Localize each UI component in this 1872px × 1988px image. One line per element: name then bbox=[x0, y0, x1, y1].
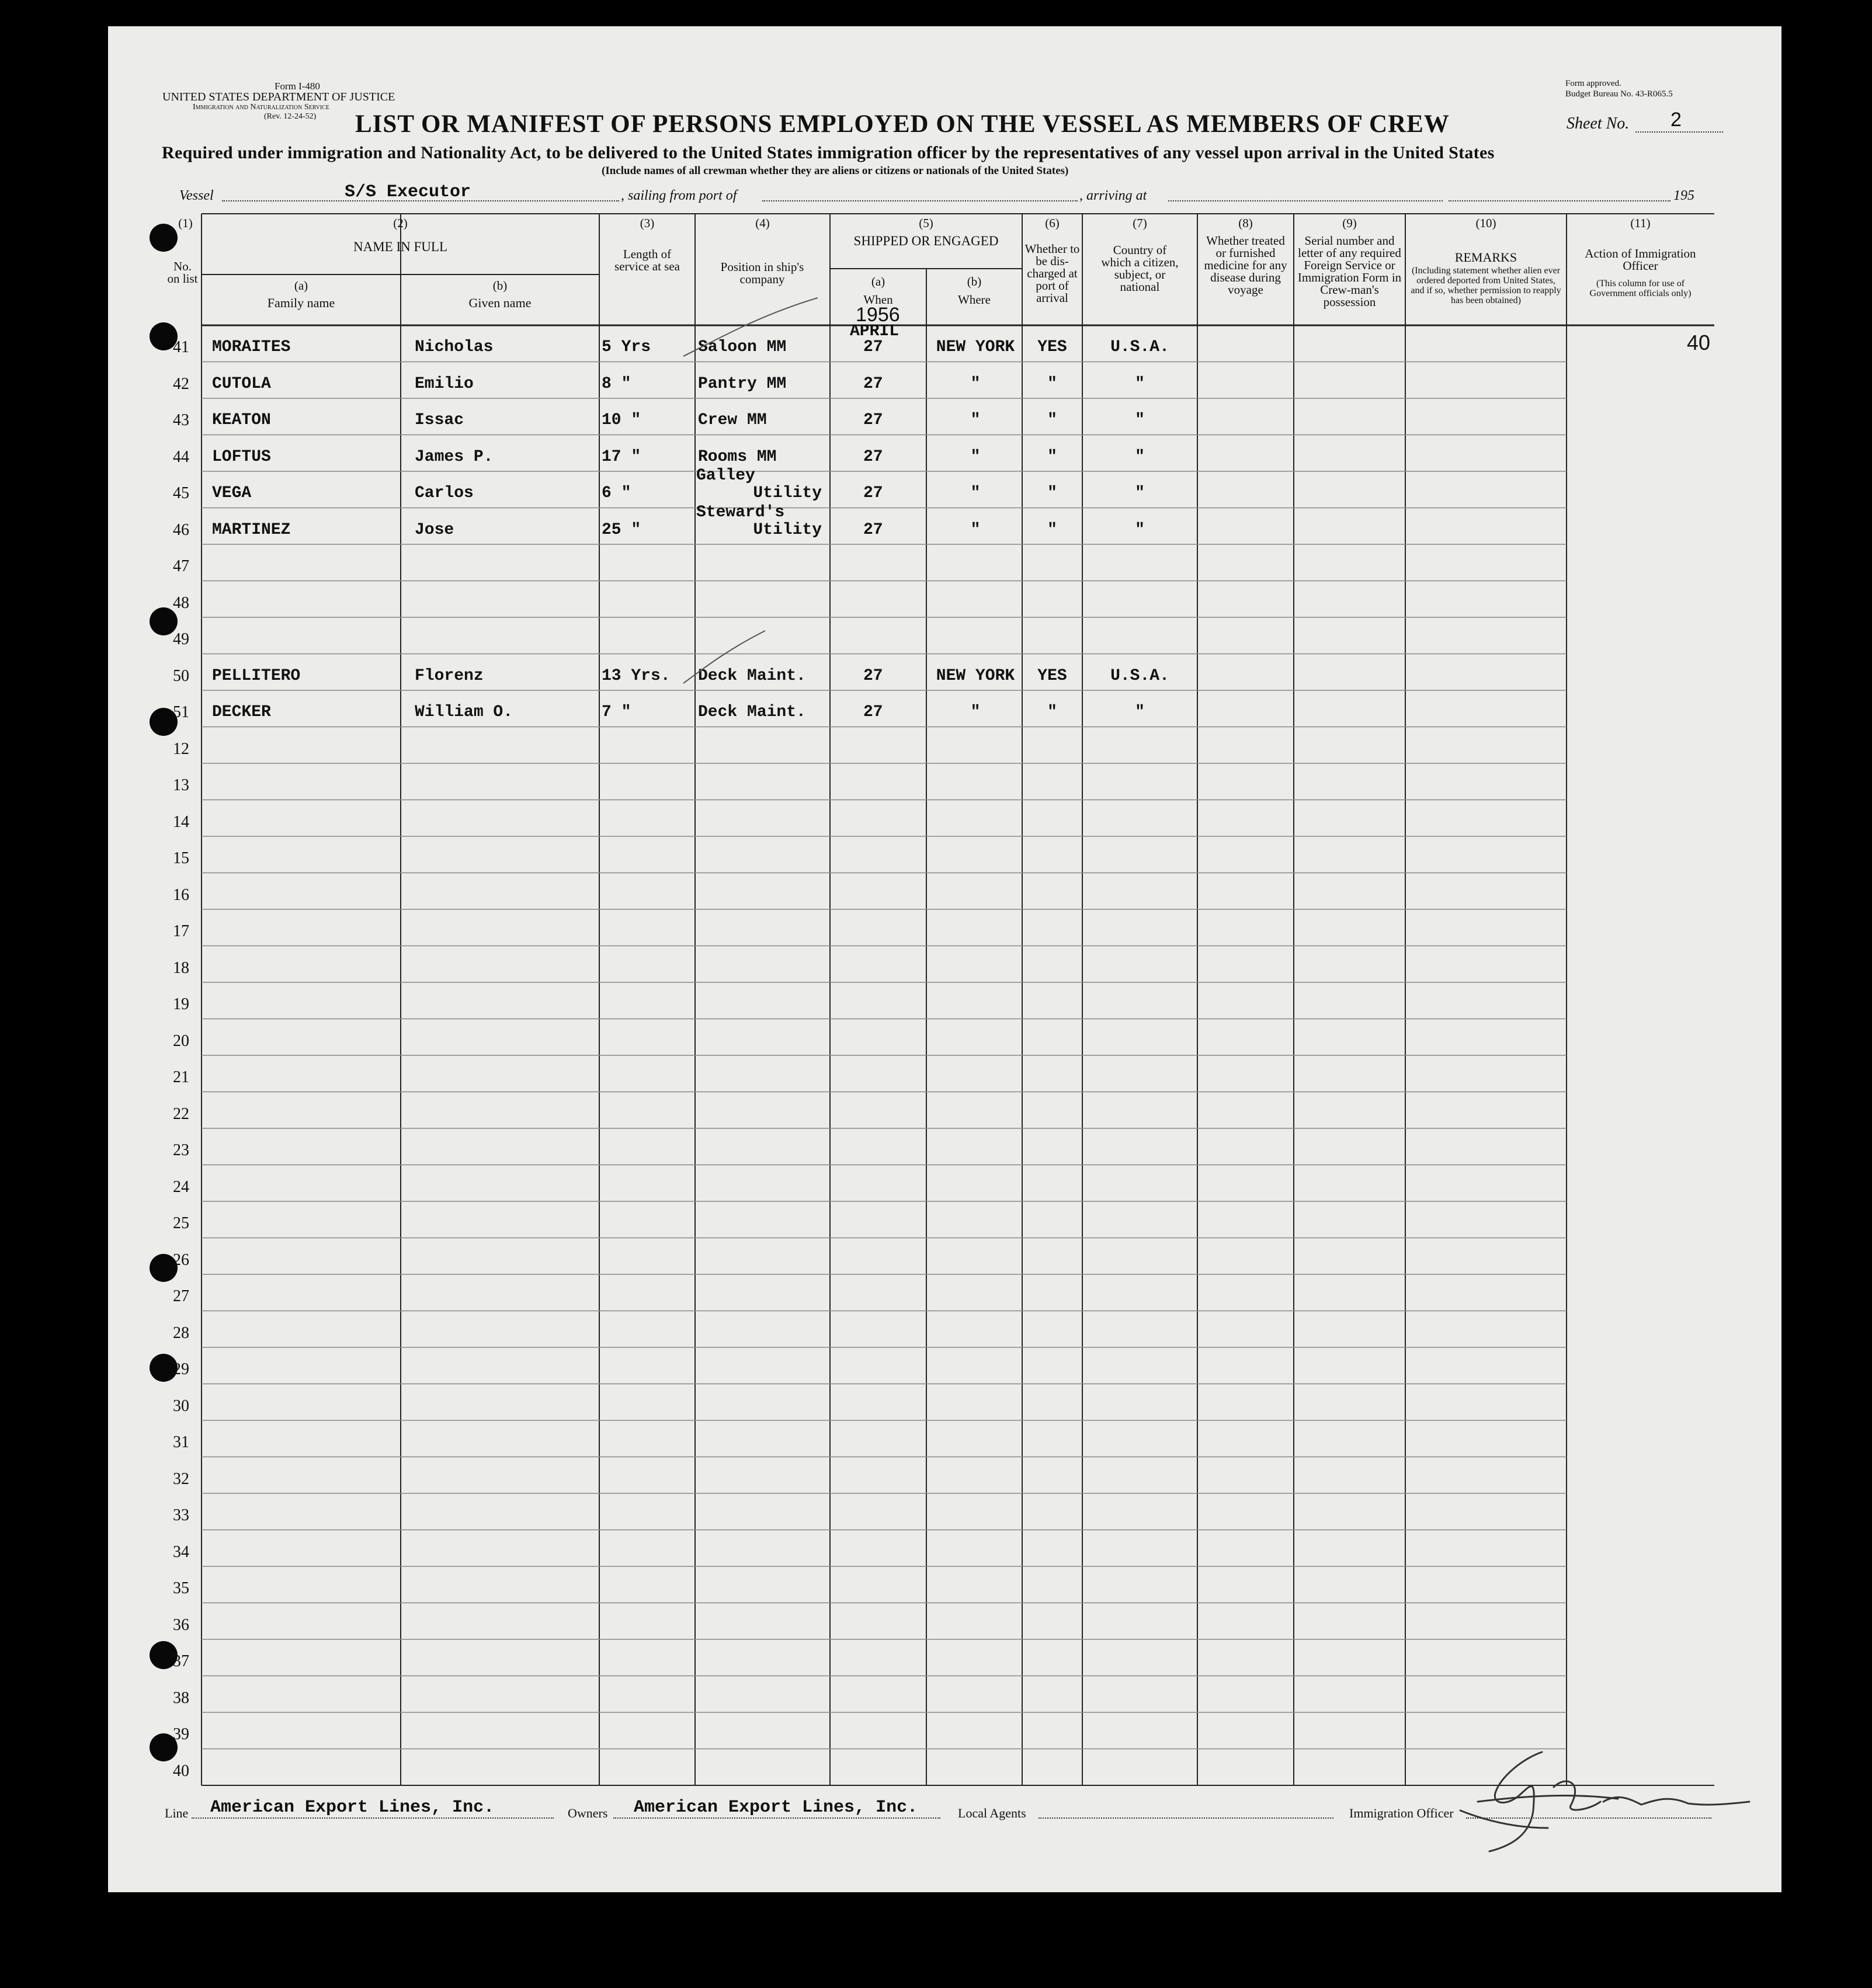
family-name: LOFTUS bbox=[212, 447, 271, 466]
row-number: 37 bbox=[173, 1652, 189, 1670]
form-subtitle: Required under immigration and Nationality Act, to be delivered to the United States immigration officer by the representatives of any vessel upon arrival in the United States bbox=[162, 143, 1495, 162]
pencil-mark bbox=[672, 625, 789, 689]
discharged-flag: " bbox=[1047, 447, 1057, 466]
col5-number: (5) bbox=[919, 216, 933, 230]
given-name: Carlos bbox=[415, 484, 474, 502]
col11-header: Action of Immigration Officer bbox=[1585, 246, 1696, 273]
row-number: 45 bbox=[173, 484, 189, 502]
when-month: APRIL bbox=[850, 322, 899, 340]
engaged-where: " bbox=[970, 703, 981, 721]
citizenship-country: " bbox=[1135, 411, 1145, 429]
line-value: American Export Lines, Inc. bbox=[210, 1798, 495, 1817]
row-number: 15 bbox=[173, 849, 189, 867]
col9-number: (9) bbox=[1342, 216, 1357, 230]
col4-header: Position in ship's company bbox=[720, 260, 804, 286]
engaged-where: " bbox=[970, 520, 981, 539]
vessel-label: Vessel bbox=[179, 188, 214, 203]
discharged-flag: YES bbox=[1037, 338, 1067, 356]
col5a-header: When bbox=[863, 293, 893, 307]
line-label: Line bbox=[165, 1806, 189, 1820]
col1-number: (1) bbox=[178, 216, 193, 230]
service-length: 6 " bbox=[602, 484, 631, 502]
col7-number: (7) bbox=[1133, 216, 1147, 230]
col11-note: (This column for use of Government officials only) bbox=[1589, 279, 1692, 298]
col6-header: Whether to be dis-charged at port of arrival bbox=[1024, 242, 1080, 305]
row-number: 33 bbox=[173, 1506, 189, 1524]
row-number: 32 bbox=[173, 1469, 189, 1488]
local-agents-line bbox=[1039, 1817, 1333, 1819]
row-number: 22 bbox=[173, 1104, 189, 1123]
officer-signature bbox=[1454, 1740, 1758, 1857]
officer-count: 40 bbox=[1687, 331, 1711, 354]
col4-number: (4) bbox=[755, 216, 770, 230]
citizenship-country: " bbox=[1135, 484, 1145, 502]
citizenship-country: " bbox=[1135, 447, 1145, 466]
col10-header: REMARKS bbox=[1454, 250, 1517, 265]
engaged-when: 27 bbox=[863, 447, 883, 466]
col10-note: (Including statement whether alien ever ordered deported from United States, and if so, whether permission to reapply has been obtained) bbox=[1411, 266, 1561, 305]
engaged-where: NEW YORK bbox=[936, 338, 1015, 356]
col2b-header: Given name bbox=[468, 296, 532, 310]
col5a-number: (a) bbox=[871, 274, 885, 289]
citizenship-country: U.S.A. bbox=[1110, 338, 1169, 356]
immigration-officer-label: Immigration Officer bbox=[1349, 1806, 1454, 1820]
form-note: (Include names of all crewman whether they are aliens or citizens or nationals of the United States) bbox=[602, 165, 1069, 177]
engaged-when: 27 bbox=[863, 666, 883, 685]
col11-number: (11) bbox=[1630, 216, 1651, 230]
row-number: 49 bbox=[173, 630, 189, 648]
col2a-header: Family name bbox=[267, 296, 335, 310]
discharged-flag: " bbox=[1047, 484, 1057, 502]
col2a-number: (a) bbox=[294, 279, 308, 293]
family-name: MORAITES bbox=[212, 338, 291, 356]
arriving-at-label: , arriving at bbox=[1079, 188, 1147, 203]
row-number: 18 bbox=[173, 958, 189, 977]
position-line-2: Deck Maint. bbox=[698, 666, 806, 685]
service-name: Immigration and Naturalization Service bbox=[193, 103, 329, 112]
revision-date: (Rev. 12-24-52) bbox=[264, 112, 317, 121]
col2-number: (2) bbox=[393, 216, 408, 230]
citizenship-country: U.S.A. bbox=[1110, 666, 1169, 685]
position-line-2: Crew MM bbox=[698, 411, 767, 429]
pencil-mark bbox=[672, 292, 847, 362]
row-number: 36 bbox=[173, 1615, 189, 1634]
col8-number: (8) bbox=[1238, 216, 1253, 230]
service-length: 10 " bbox=[602, 411, 641, 429]
row-number: 29 bbox=[173, 1360, 189, 1378]
given-name: Florenz bbox=[415, 666, 484, 685]
col2-header: NAME IN FULL bbox=[353, 239, 447, 254]
position-line-2: Pantry MM bbox=[698, 374, 787, 393]
engaged-where: " bbox=[970, 374, 981, 393]
position-line-2: Saloon MM bbox=[698, 338, 787, 356]
engaged-when: 27 bbox=[863, 703, 883, 721]
owners-value: American Export Lines, Inc. bbox=[634, 1798, 918, 1817]
col5b-number: (b) bbox=[967, 274, 982, 289]
row-number: 48 bbox=[173, 593, 189, 612]
given-name: Nicholas bbox=[415, 338, 494, 356]
position-line-2: Deck Maint. bbox=[698, 703, 806, 721]
citizenship-country: " bbox=[1135, 520, 1145, 539]
row-number: 34 bbox=[173, 1542, 189, 1561]
sheet-number: 2 bbox=[1670, 109, 1682, 131]
engaged-when: 27 bbox=[863, 411, 883, 429]
service-length: 7 " bbox=[602, 703, 631, 721]
discharged-flag: " bbox=[1047, 374, 1057, 393]
owners-label: Owners bbox=[568, 1806, 608, 1820]
given-name: James P. bbox=[415, 447, 494, 466]
col5b-header: Where bbox=[958, 293, 991, 307]
row-number: 41 bbox=[173, 338, 189, 356]
service-length: 25 " bbox=[602, 520, 641, 539]
row-number: 31 bbox=[173, 1433, 189, 1451]
engaged-where: NEW YORK bbox=[936, 666, 1015, 685]
local-agents-label: Local Agents bbox=[958, 1806, 1026, 1820]
engaged-where: " bbox=[970, 484, 981, 502]
family-name: DECKER bbox=[212, 703, 271, 721]
family-name: MARTINEZ bbox=[212, 520, 291, 539]
col10-number: (10) bbox=[1475, 216, 1496, 230]
sheet-label: Sheet No. bbox=[1567, 114, 1630, 133]
engaged-when: 27 bbox=[863, 484, 883, 502]
service-length: 13 Yrs. bbox=[602, 666, 671, 685]
row-number: 24 bbox=[173, 1177, 189, 1196]
position-line-2: Utility bbox=[753, 484, 822, 502]
row-number: 30 bbox=[173, 1396, 189, 1415]
when-year: 1956 bbox=[856, 304, 900, 326]
col6-number: (6) bbox=[1045, 216, 1060, 230]
row-number: 25 bbox=[173, 1214, 189, 1232]
row-number: 50 bbox=[173, 666, 189, 685]
row-number: 26 bbox=[173, 1250, 189, 1269]
row-number: 19 bbox=[173, 995, 189, 1013]
given-name: Emilio bbox=[415, 374, 474, 393]
sailing-from-label: , sailing from port of bbox=[621, 188, 737, 203]
citizenship-country: " bbox=[1135, 703, 1145, 721]
row-number: 40 bbox=[173, 1761, 189, 1780]
col2b-number: (b) bbox=[492, 279, 508, 293]
row-number: 42 bbox=[173, 374, 189, 393]
engaged-where: " bbox=[970, 447, 981, 466]
discharged-flag: " bbox=[1047, 411, 1057, 429]
position-line-2: Utility bbox=[753, 520, 822, 539]
engaged-when: 27 bbox=[863, 520, 883, 539]
family-name: VEGA bbox=[212, 484, 252, 502]
row-number: 13 bbox=[173, 776, 189, 794]
row-number: 35 bbox=[173, 1579, 189, 1597]
form-title: LIST OR MANIFEST OF PERSONS EMPLOYED ON THE VESSEL AS MEMBERS OF CREW bbox=[355, 110, 1450, 138]
year-label: 195 bbox=[1673, 188, 1694, 203]
owners-field-line bbox=[613, 1817, 940, 1819]
row-number: 39 bbox=[173, 1725, 189, 1743]
given-name: William O. bbox=[415, 703, 513, 721]
given-name: Issac bbox=[415, 411, 464, 429]
position-line-1: Galley bbox=[696, 467, 755, 485]
row-number: 27 bbox=[173, 1287, 189, 1305]
family-name: CUTOLA bbox=[212, 374, 271, 393]
family-name: PELLITERO bbox=[212, 666, 301, 685]
col3-number: (3) bbox=[640, 216, 655, 230]
position-line-2: Rooms MM bbox=[698, 447, 777, 466]
family-name: KEATON bbox=[212, 411, 271, 429]
row-number: 14 bbox=[173, 812, 189, 831]
budget-bureau-no: Budget Bureau No. 43-R065.5 bbox=[1565, 89, 1673, 99]
engaged-where: " bbox=[970, 411, 981, 429]
discharged-flag: " bbox=[1047, 703, 1057, 721]
row-number: 23 bbox=[173, 1141, 189, 1159]
col9-header: Serial number and letter of any required Foreign Service or Immigration Form in Crew-man's possession bbox=[1297, 234, 1402, 309]
col8-header: Whether treated or furnished medicine for any disease during voyage bbox=[1204, 234, 1287, 297]
position-line-1: Steward's bbox=[696, 503, 785, 522]
row-number: 38 bbox=[173, 1688, 189, 1707]
form-approved: Form approved. bbox=[1565, 79, 1621, 88]
discharged-flag: " bbox=[1047, 520, 1057, 539]
line-field-line bbox=[192, 1817, 554, 1819]
col5-header: SHIPPED OR ENGAGED bbox=[853, 234, 999, 248]
service-length: 17 " bbox=[602, 447, 641, 466]
row-number: 28 bbox=[173, 1323, 189, 1342]
col7-header: Country of which a citizen, subject, or national bbox=[1101, 243, 1179, 294]
row-number: 17 bbox=[173, 922, 189, 940]
form-number: Form I-480 bbox=[275, 81, 320, 92]
col1-header: No. on list bbox=[167, 259, 198, 286]
department-name: UNITED STATES DEPARTMENT OF JUSTICE bbox=[162, 91, 395, 103]
row-number: 20 bbox=[173, 1031, 189, 1050]
row-number: 44 bbox=[173, 447, 189, 466]
engaged-when: 27 bbox=[863, 374, 883, 393]
row-number: 12 bbox=[173, 739, 189, 758]
row-number: 16 bbox=[173, 885, 189, 904]
row-number: 46 bbox=[173, 520, 189, 539]
row-number: 51 bbox=[173, 703, 189, 721]
row-number: 47 bbox=[173, 557, 189, 575]
vessel-name: S/S Executor bbox=[345, 182, 471, 202]
discharged-flag: YES bbox=[1037, 666, 1067, 685]
col3-header: Length of service at sea bbox=[614, 247, 680, 273]
row-number: 43 bbox=[173, 411, 189, 429]
service-length: 8 " bbox=[602, 374, 631, 393]
engaged-when: 27 bbox=[863, 338, 883, 356]
row-number: 21 bbox=[173, 1068, 189, 1086]
service-length: 5 Yrs bbox=[602, 338, 651, 356]
given-name: Jose bbox=[415, 520, 454, 539]
citizenship-country: " bbox=[1135, 374, 1145, 393]
